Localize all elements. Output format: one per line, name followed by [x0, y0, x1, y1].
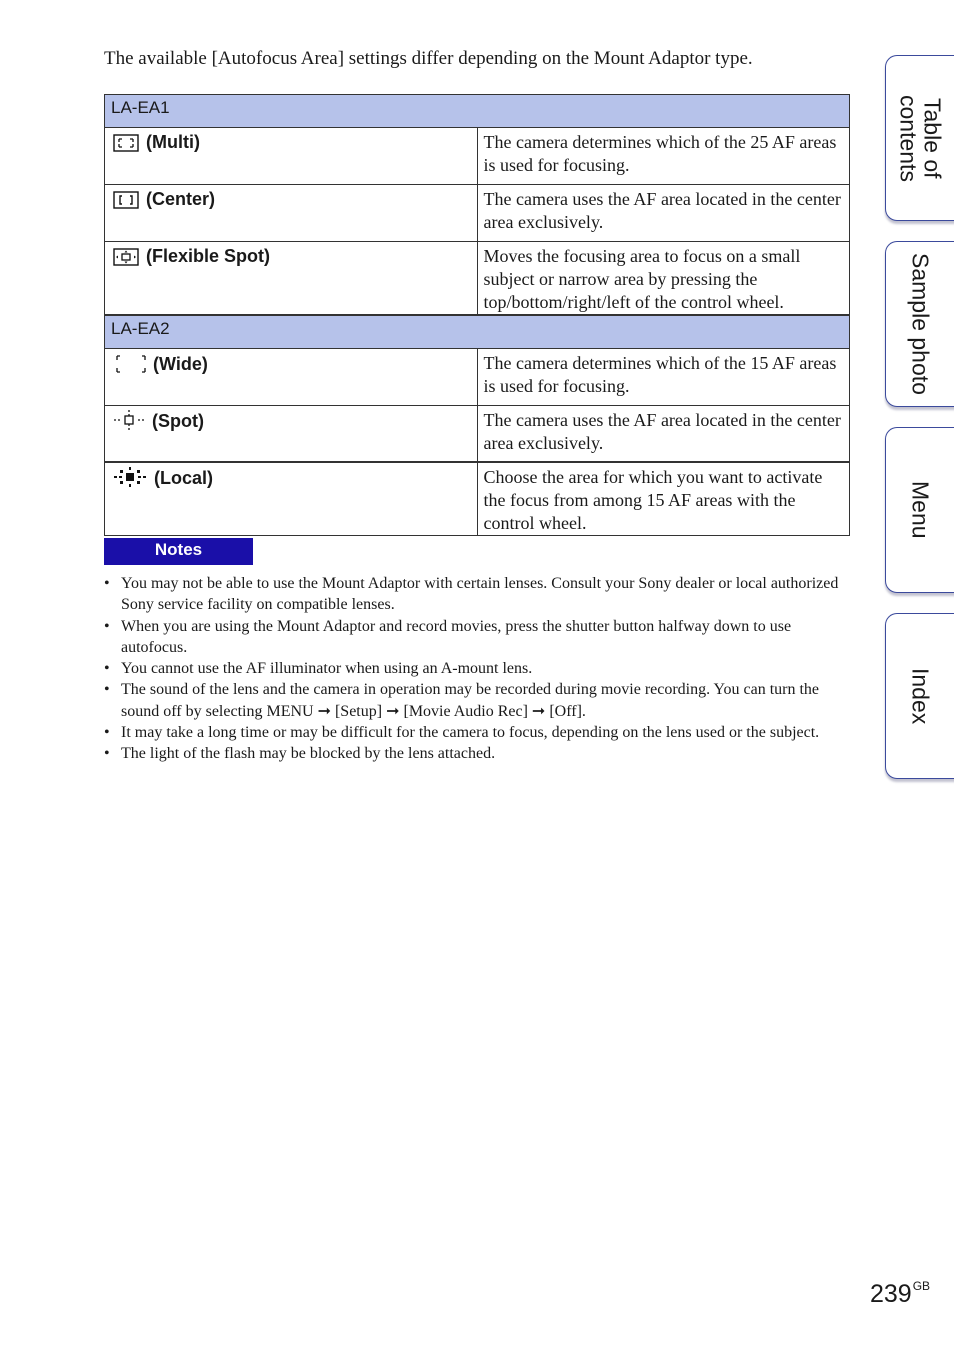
table-row: [105, 128, 850, 185]
af-mode-name: (Flexible Spot): [146, 246, 271, 266]
notes-list: [104, 573, 852, 765]
table-row: [105, 462, 850, 536]
tab-table-of-contents[interactable]: [885, 55, 954, 221]
af-mode-description: The camera determines which of the 15 AF areas is used for focusing.: [477, 348, 850, 405]
tab-sample-photo[interactable]: [885, 241, 954, 407]
table-row: [105, 348, 850, 405]
page-number: [870, 1279, 930, 1309]
flexible-spot-af-icon: [113, 248, 139, 271]
af-mode-name: (Spot): [152, 410, 204, 431]
intro-text: The available [Autofocus Area] settings differ depending on the Mount Adaptor type.: [104, 48, 753, 69]
list-item: • You may not be able to use the Mount Adaptor with certain lenses. Consult your Sony dealer or local authorized Sony service facility on compatible lenses.: [104, 573, 852, 616]
list-item: • It may take a long time or may be difficult for the camera to focus, depending on the lens used or the subject.: [104, 722, 852, 743]
table-row: [105, 405, 850, 462]
wide-af-icon: [113, 352, 149, 379]
af-mode-name: (Wide): [153, 353, 208, 374]
list-item: • When you are using the Mount Adaptor and record movies, press the shutter button halfway down to use autofocus.: [104, 616, 852, 659]
multi-af-icon: [113, 134, 139, 157]
autofocus-area-table: [104, 94, 850, 536]
center-af-icon: [113, 191, 139, 214]
af-mode-name: (Local): [154, 468, 214, 488]
notes-label: Notes: [104, 538, 253, 565]
af-mode-description: Choose the area for which you want to activate the focus from among 15 AF areas with the control wheel.: [477, 462, 850, 536]
group-title: LA-EA2: [105, 315, 850, 348]
af-mode-name: (Center): [146, 189, 216, 209]
af-mode-description: The camera determines which of the 25 AF areas is used for focusing.: [477, 128, 850, 185]
list-item: • The light of the flash may be blocked by the lens attached.: [104, 743, 852, 764]
table-row: [105, 185, 850, 242]
local-af-icon: [113, 466, 147, 493]
spot-af-icon: [113, 409, 145, 436]
tab-label: Table of contents: [895, 94, 946, 182]
page-number-value: 239: [870, 1280, 912, 1308]
tab-label: Index: [907, 667, 934, 725]
tab-index[interactable]: [885, 613, 954, 779]
group-header-la-ea2: [105, 315, 850, 348]
table-row: [105, 242, 850, 316]
tab-label: Menu: [907, 481, 934, 539]
group-header-la-ea1: [105, 95, 850, 128]
af-mode-description: Moves the focusing area to focus on a small subject or narrow area by pressing the top/bottom/right/left of the control wheel.: [477, 242, 850, 316]
list-item: • You cannot use the AF illuminator when using an A-mount lens.: [104, 658, 852, 679]
af-mode-description: The camera uses the AF area located in the center area exclusively.: [477, 185, 850, 242]
af-mode-description: The camera uses the AF area located in the center area exclusively.: [477, 405, 850, 462]
tab-label: Sample photo: [907, 253, 934, 395]
list-item: • The sound of the lens and the camera in operation may be recorded during movie recording. You can turn the sound off by selecting MENU ➞ [Setup] ➞ [Movie Audio Rec] ➞ [Off].: [104, 679, 852, 722]
tab-menu[interactable]: [885, 427, 954, 593]
af-mode-name: (Multi): [146, 132, 200, 152]
group-title: LA-EA1: [105, 95, 850, 128]
page-number-suffix: GB: [912, 1279, 931, 1293]
